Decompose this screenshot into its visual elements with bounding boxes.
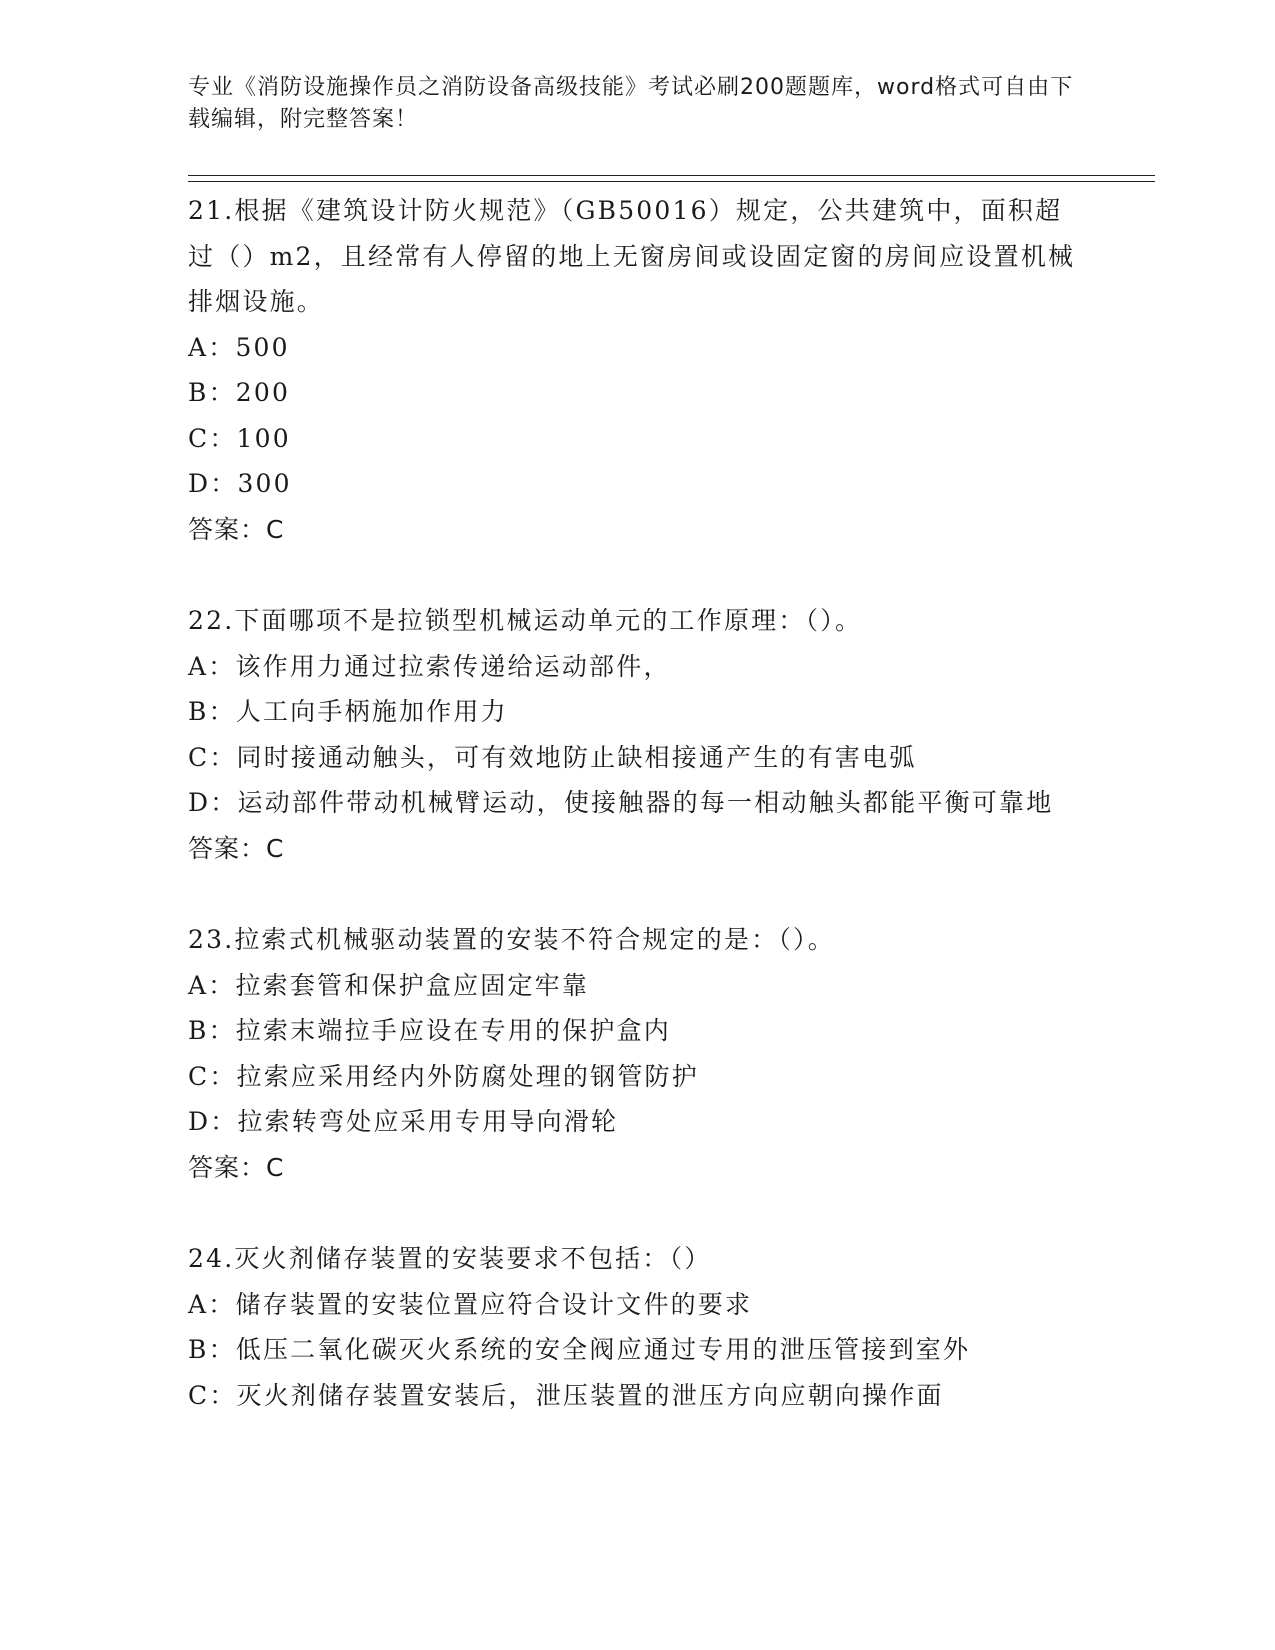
option-d: D：300 <box>188 469 292 498</box>
option-b: B：人工向手柄施加作用力 <box>188 697 508 726</box>
question-stem: 22.下面哪项不是拉锁型机械运动单元的工作原理：（）。 <box>188 606 863 635</box>
option-c: C：灭火剂储存装置安装后，泄压装置的泄压方向应朝向操作面 <box>188 1380 944 1410</box>
option-a: A：500 <box>188 332 290 362</box>
answer: 答案：C <box>188 514 285 544</box>
question-stem: 23.拉索式机械驱动装置的安装不符合规定的是：（）。 <box>188 925 835 954</box>
question-21 <box>188 188 1088 552</box>
option-c: C：100 <box>188 423 291 453</box>
answer: 答案：C <box>188 833 285 863</box>
option-c: C：同时接通动触头，可有效地防止缺相接通产生的有害电弧 <box>188 742 917 772</box>
document-header: 专业《消防设施操作员之消防设备高级技能》考试必刷200题题库，word格式可自由下载编辑，附完整答案！ <box>188 75 1074 132</box>
question-list <box>188 188 1088 1464</box>
option-d: D：拉索转弯处应采用专用导向滑轮 <box>188 1107 619 1136</box>
question-stem: 24.灭火剂储存装置的安装要求不包括：（） <box>188 1244 712 1273</box>
option-a: A：拉索套管和保护盒应固定牢靠 <box>188 970 590 1000</box>
header-divider-top <box>188 175 1155 176</box>
question-stem: 21.根据《建筑设计防火规范》（GB50016）规定，公共建筑中，面积超过（）m2，且经常有人停留的地上无窗房间或设固定窗的房间应设置机械排烟设施。 <box>188 196 1076 316</box>
question-24 <box>188 1236 1088 1418</box>
option-d: D：运动部件带动机械臂运动，使接触器的每一相动触头都能平衡可靠地 <box>188 788 1054 817</box>
question-22 <box>188 598 1088 871</box>
option-b: B：低压二氧化碳灭火系统的安全阀应通过专用的泄压管接到室外 <box>188 1335 971 1364</box>
option-b: B：拉索末端拉手应设在专用的保护盒内 <box>188 1016 671 1045</box>
option-c: C：拉索应采用经内外防腐处理的钢管防护 <box>188 1061 699 1091</box>
option-a: A：储存装置的安装位置应符合设计文件的要求 <box>188 1289 753 1319</box>
answer: 答案：C <box>188 1152 285 1182</box>
option-a: A：该作用力通过拉索传递给运动部件， <box>188 651 671 681</box>
header-divider-bottom <box>188 181 1155 182</box>
question-23 <box>188 917 1088 1190</box>
option-b: B：200 <box>188 378 291 407</box>
